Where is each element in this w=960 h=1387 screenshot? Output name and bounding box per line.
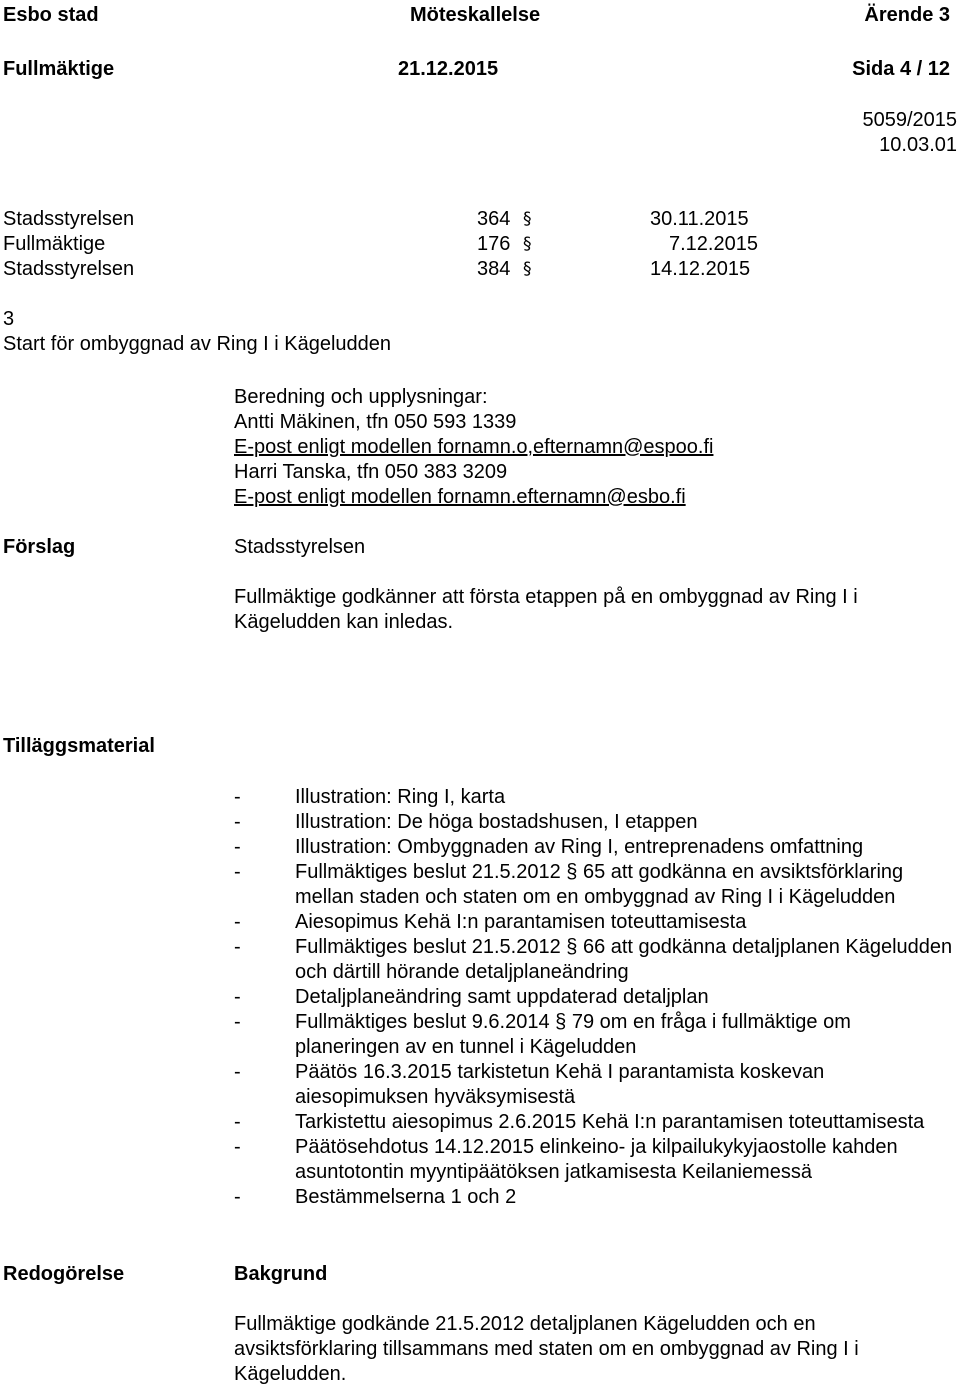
header-doc-type: Möteskallelse [410, 4, 541, 26]
list-item: - Päätösehdotus 14.12.2015 elinkeino- ja kilpailukykyjaostolle kahden asuntotontin myyntipäätöksen jatkamisesta Keilaniemessä [234, 1136, 898, 1183]
contact-line: Antti Mäkinen, tfn 050 593 1339 [234, 411, 517, 433]
report-text: avsiktsförklaring tillsammans med staten om en ombyggnad av Ring I i [234, 1338, 859, 1360]
proposal-text: Kägeludden kan inledas. [234, 611, 454, 633]
attachments-list [234, 785, 954, 1210]
list-item: - Illustration: Ombyggnaden av Ring I, entreprenadens omfattning [234, 836, 864, 858]
history-number: 364 [477, 208, 511, 230]
report-label: Redogörelse [3, 1263, 125, 1285]
list-item: - Päätös 16.3.2015 tarkistetun Kehä I parantamista koskevan aiesopimuksen hyväksymisestä [234, 1061, 825, 1108]
header-item: Ärende 3 [864, 4, 950, 26]
item-title: Start för ombyggnad av Ring I i Kägeludden [3, 333, 392, 355]
section-symbol: § [523, 234, 532, 254]
list-item: - Illustration: Ring I, karta [234, 786, 506, 808]
history-date: 30.11.2015 [650, 208, 749, 230]
attachments-label: Tilläggsmaterial [3, 735, 155, 757]
list-item: - Illustration: De höga bostadshusen, I etappen [234, 811, 698, 833]
proposal-text: Fullmäktige godkänner att första etappen på en ombyggnad av Ring I i [234, 586, 858, 608]
list-item: - Tarkistettu aiesopimus 2.6.2015 Kehä I:n parantamisen toteuttamisesta [234, 1111, 925, 1133]
list-item: - Fullmäktiges beslut 9.6.2014 § 79 om en fråga i fullmäktige om planeringen av en tunnel i Kägeludden [234, 1011, 851, 1058]
header-page: Sida 4 / 12 [852, 58, 950, 80]
list-item: - Fullmäktiges beslut 21.5.2012 § 65 att godkänna en avsiktsförklaring mellan staden och staten om en ombyggnad av Ring I i Kägeludden [234, 861, 904, 908]
history-organ: Stadsstyrelsen [3, 208, 135, 230]
header-body: Fullmäktige [3, 58, 115, 80]
history-organ: Stadsstyrelsen [3, 258, 135, 280]
header-date: 21.12.2015 [398, 58, 499, 80]
list-item: - Aiesopimus Kehä I:n parantamisen toteuttamisesta [234, 911, 747, 933]
report-subheading: Bakgrund [234, 1263, 328, 1285]
list-item: - Detaljplaneändring samt uppdaterad detaljplan [234, 986, 709, 1008]
email-link[interactable]: E-post enligt modellen fornamn.o,efternamn@espoo.fi [234, 436, 714, 458]
contacts-heading: Beredning och upplysningar: [234, 386, 488, 408]
proposal-proposer: Stadsstyrelsen [234, 536, 366, 558]
ref-number: 5059/2015 [862, 109, 957, 131]
item-number: 3 [3, 308, 15, 330]
history-number: 176 [477, 233, 511, 255]
history-date: 7.12.2015 [669, 233, 758, 255]
report-text: Fullmäktige godkände 21.5.2012 detaljplanen Kägeludden och en [234, 1313, 816, 1335]
ref-code: 10.03.01 [879, 134, 957, 156]
contact-line: Harri Tanska, tfn 050 383 3209 [234, 461, 508, 483]
header-org: Esbo stad [3, 4, 99, 26]
email-link[interactable]: E-post enligt modellen fornamn.efternamn@esbo.fi [234, 486, 686, 508]
history-number: 384 [477, 258, 511, 280]
list-item: - Fullmäktiges beslut 21.5.2012 § 66 att godkänna detaljplanen Kägeludden och därtill hörande detaljplaneändring [234, 936, 953, 983]
report-text: Kägeludden. [234, 1363, 347, 1385]
section-symbol: § [523, 209, 532, 229]
proposal-label: Förslag [3, 536, 76, 558]
list-item: - Bestämmelserna 1 och 2 [234, 1186, 517, 1208]
history-organ: Fullmäktige [3, 233, 106, 255]
history-date: 14.12.2015 [650, 258, 751, 280]
section-symbol: § [523, 259, 532, 279]
